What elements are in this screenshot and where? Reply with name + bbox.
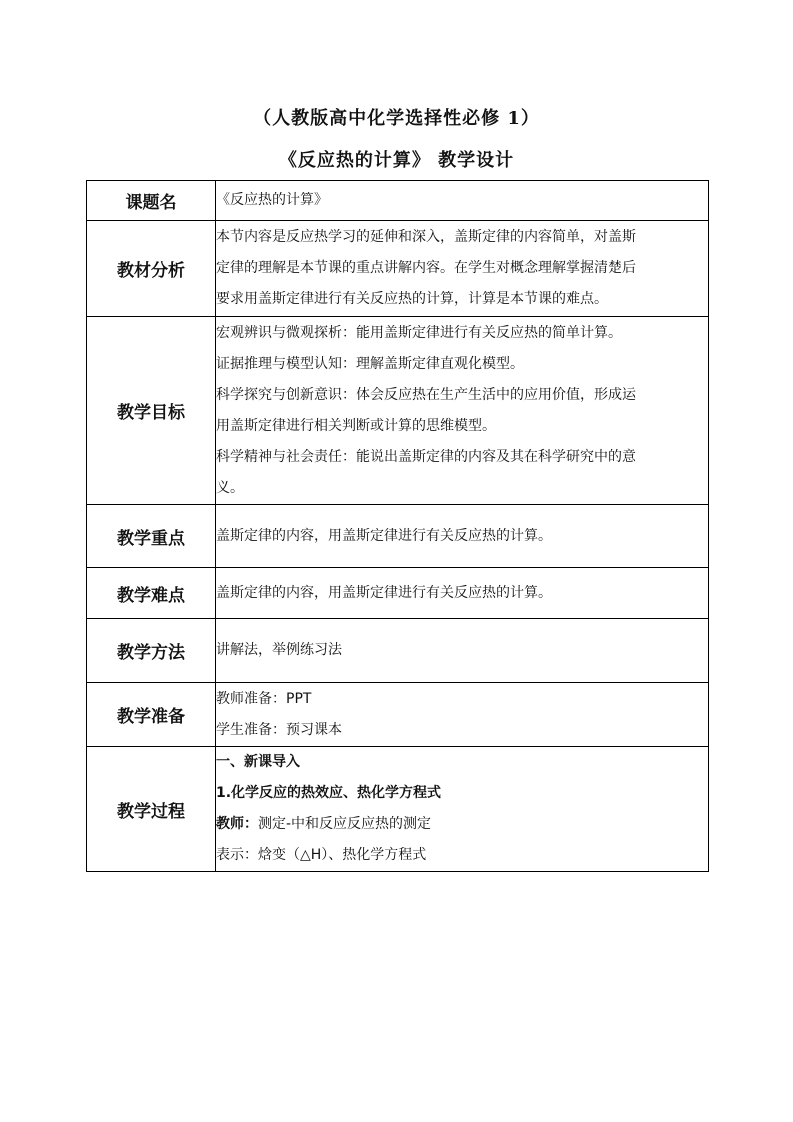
row-content (216, 747, 709, 872)
content-line: 盖斯定律的内容，用盖斯定律进行有关反应热的计算。 (216, 527, 552, 544)
content-line: 本节内容是反应热学习的延伸和深入，盖斯定律的内容简单，对盖斯 (216, 229, 636, 245)
content-line: 定律的理解是本节课的重点讲解内容。在学生对概念理解掌握清楚后 (216, 260, 636, 276)
row-content (216, 505, 709, 568)
content-line: 学生准备：预习课本 (216, 721, 342, 738)
row-label: 教学方法 (87, 619, 216, 683)
row-label: 教学难点 (87, 568, 216, 619)
content-line: 用盖斯定律进行相关判断或计算的思维模型。 (216, 417, 496, 434)
table-row (87, 317, 709, 505)
content-line: 证据推理与模型认知：理解盖斯定律直观化模型。 (216, 355, 524, 372)
content-line: 要求用盖斯定律进行有关反应热的计算，计算是本节课的难点。 (216, 291, 608, 307)
row-label: 教学过程 (87, 747, 216, 872)
content-line: 科学探究与创新意识：体会反应热在生产生活中的应用价值，形成运 (216, 386, 636, 403)
row-label: 课题名 (87, 181, 216, 221)
table-row (87, 568, 709, 619)
content-line: 义。 (216, 479, 244, 496)
row-content (216, 221, 709, 317)
table-row (87, 619, 709, 683)
content-line: 教师准备：PPT (216, 690, 312, 707)
content-line: 讲解法，举例练习法 (216, 642, 342, 658)
table-row (87, 221, 709, 317)
lesson-plan-table (86, 180, 709, 872)
row-content (216, 568, 709, 619)
section-heading: 一、新课导入 (216, 754, 300, 770)
content-line: 科学精神与社会责任：能说出盖斯定律的内容及其在科学研究中的意 (216, 448, 636, 465)
row-content (216, 683, 709, 747)
table-row (87, 181, 709, 221)
subsection-heading: 1.化学反应的热效应、热化学方程式 (216, 785, 442, 801)
row-content (216, 181, 709, 221)
edition-subtitle: （人教版高中化学选择性必修 1） (253, 108, 540, 129)
content-line: 《反应热的计算》 (216, 192, 328, 208)
table-row (87, 683, 709, 747)
row-label: 教学重点 (87, 505, 216, 568)
row-label: 教学准备 (87, 683, 216, 747)
row-label: 教学目标 (87, 317, 216, 505)
teacher-line (216, 809, 708, 840)
teacher-label: 教师： (216, 816, 258, 832)
content-line: 盖斯定律的内容，用盖斯定律进行有关反应热的计算。 (216, 584, 552, 601)
content-line: 表示：焓变（△H）、热化学方程式 (216, 847, 427, 863)
row-label: 教材分析 (87, 221, 216, 317)
row-content (216, 619, 709, 683)
content-line: 宏观辨识与微观探析：能用盖斯定律进行有关反应热的简单计算。 (216, 324, 622, 341)
row-content (216, 317, 709, 505)
teacher-text: 测定-中和反应反应热的测定 (258, 816, 432, 832)
table-row (87, 505, 709, 568)
page-title: 《反应热的计算》 教学设计 (278, 150, 515, 171)
table-row (87, 747, 709, 872)
